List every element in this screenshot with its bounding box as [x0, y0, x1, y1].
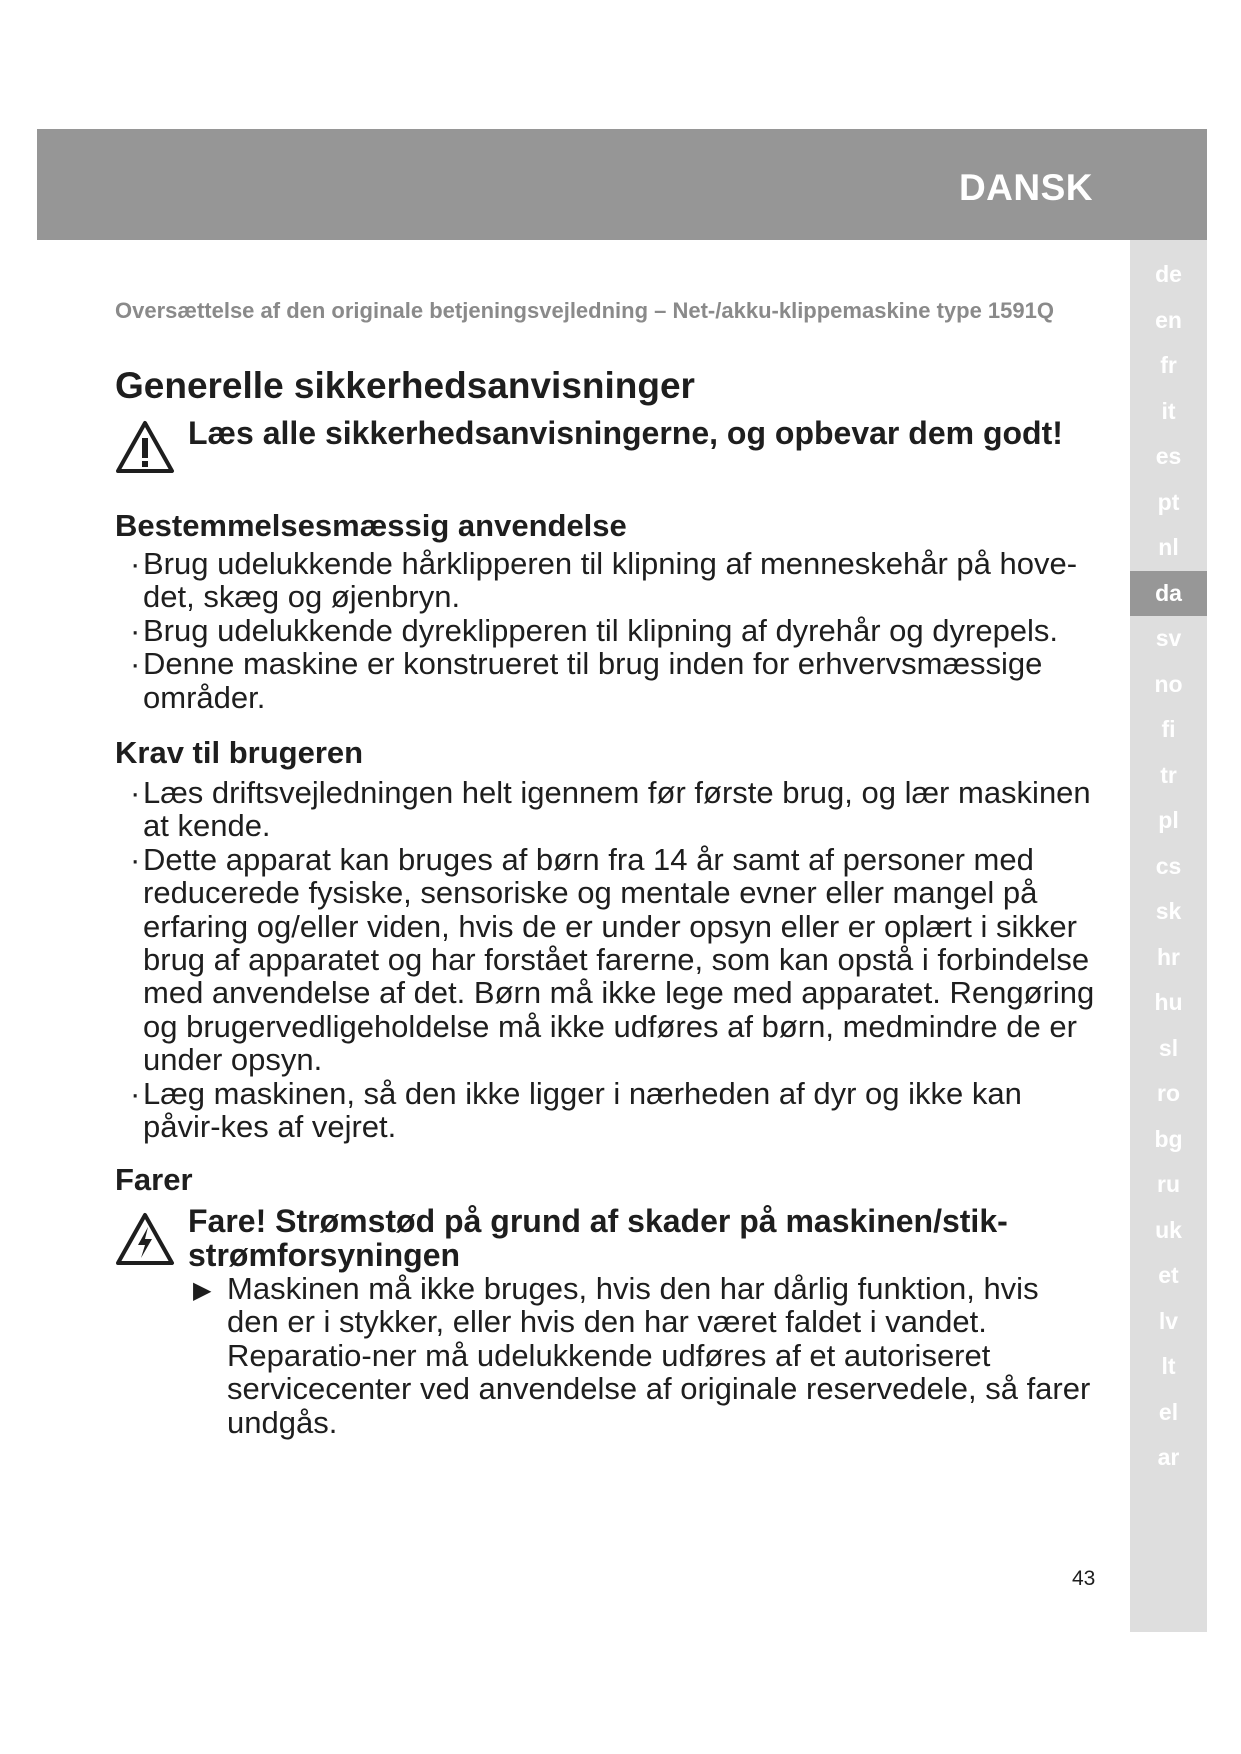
language-title: DANSK [958, 167, 1093, 208]
list-item: · Denne maskine er konstrueret til brug inden for erhvervsmæssige områder. [130, 646, 1043, 715]
language-tab-fr[interactable]: fr [1160, 352, 1177, 378]
language-tab-uk[interactable]: uk [1155, 1216, 1182, 1243]
bullet-dot: · [130, 775, 141, 810]
language-tab-tr[interactable]: tr [1160, 761, 1177, 788]
language-tab-es[interactable]: es [1155, 443, 1182, 469]
language-tab-pt[interactable]: pt [1157, 488, 1180, 515]
language-tab-cs[interactable]: cs [1155, 852, 1182, 879]
bullet-dot: · [130, 612, 141, 648]
page-title: Generelle sikkerhedsanvisninger [115, 365, 695, 406]
language-sidebar [1130, 240, 1207, 1632]
language-tab-el[interactable]: el [1158, 1398, 1179, 1425]
list-item: · Brug udelukkende dyreklipperen til klipning af dyrehår og dyrepels. [130, 612, 1059, 648]
language-tab-ro[interactable]: ro [1157, 1080, 1180, 1106]
language-tab-pl[interactable]: pl [1158, 807, 1179, 833]
section-heading-intended-use: Bestemmelsesmæssig anvendelse [115, 508, 627, 543]
electric-shock-icon [115, 1212, 175, 1266]
language-tab-no[interactable]: no [1154, 670, 1183, 697]
bullet-dot: · [130, 646, 141, 682]
section-heading-user-requirements: Krav til brugeren [115, 735, 364, 770]
header-band [37, 129, 1207, 240]
language-tab-bg[interactable]: bg [1154, 1125, 1183, 1152]
language-tab-ru[interactable]: ru [1157, 1171, 1180, 1197]
language-tab-lt[interactable]: lt [1161, 1353, 1176, 1379]
user-requirements-list [130, 776, 1100, 1143]
language-tab-en[interactable]: en [1155, 306, 1182, 333]
language-tab-hr[interactable]: hr [1157, 943, 1180, 970]
document-subtitle: Oversættelse af den originale betjeningsvejledning – Net-/akku-klippemaskine type 1591Q [115, 298, 1054, 323]
language-tab-et[interactable]: et [1158, 1262, 1179, 1288]
list-item: · Brug udelukkende hårklipperen til klipning af menneskehår på hove-det, skæg og øjenbryn. [130, 546, 1078, 615]
bullet-dot: · [130, 546, 141, 581]
language-tab-lv[interactable]: lv [1158, 1307, 1179, 1334]
language-tab-fi[interactable]: fi [1161, 716, 1176, 742]
list-item: ▶ Maskinen må ikke bruges, hvis den har dårlig funktion, hvis den er i stykker, eller hvis den har været faldet i vandet. Reparatio-ner må udelukkende udføres af et autoriseret servicecenter ved anvendelse af originale reservedele, så farer undgås. [193, 1271, 1091, 1440]
intended-use-list [130, 547, 1100, 714]
list-item: · Læg maskinen, så den ikke ligger i nærheden af dyr og ikke kan påvir-kes af vejret. [130, 1075, 1022, 1145]
language-tab-sv[interactable]: sv [1155, 625, 1182, 651]
dangers-action-list [193, 1272, 1093, 1439]
language-tab-sl[interactable]: sl [1158, 1034, 1179, 1061]
warning-triangle-icon [115, 420, 175, 474]
language-tab-it[interactable]: it [1161, 397, 1176, 424]
bullet-dot: · [130, 1075, 141, 1111]
language-tab-da[interactable]: da [1130, 571, 1207, 617]
general-warning-text: Læs alle sikkerhedsanvisningerne, og opbevar dem godt! [188, 415, 1063, 451]
language-tab-de[interactable]: de [1155, 261, 1182, 287]
language-tab-hu[interactable]: hu [1154, 989, 1183, 1015]
language-tab-ar[interactable]: ar [1157, 1444, 1180, 1470]
section-heading-dangers: Farer [115, 1162, 193, 1197]
action-arrow-icon: ▶ [193, 1277, 212, 1304]
list-item: · Læs driftsvejledningen helt igennem før første brug, og lær maskinen at kende. [130, 775, 1091, 844]
list-item: · Dette apparat kan bruges af børn fra 14 år samt af personer med reducerede fysiske, sensoriske og mentale evner eller mangel på erfaring og/eller viden, hvis de er under opsyn eller er oplært i sikker brug af apparatet og har forstået farerne, som kan opstå i forbindelse med anvendelse af det. Børn må ikke lege med apparatet. Rengøring og brugervedligeholdelse må ikke udføres af børn, medmindre de er under opsyn. [130, 841, 1095, 1078]
bullet-dot: · [130, 841, 141, 877]
page-number: 43 [1072, 1567, 1096, 1590]
language-tab-sk[interactable]: sk [1155, 898, 1182, 924]
electric-shock-warning-text: Fare! Strømstød på grund af skader på maskinen/stik-strømforsyningen [188, 1203, 1008, 1273]
language-tab-nl[interactable]: nl [1158, 534, 1179, 560]
